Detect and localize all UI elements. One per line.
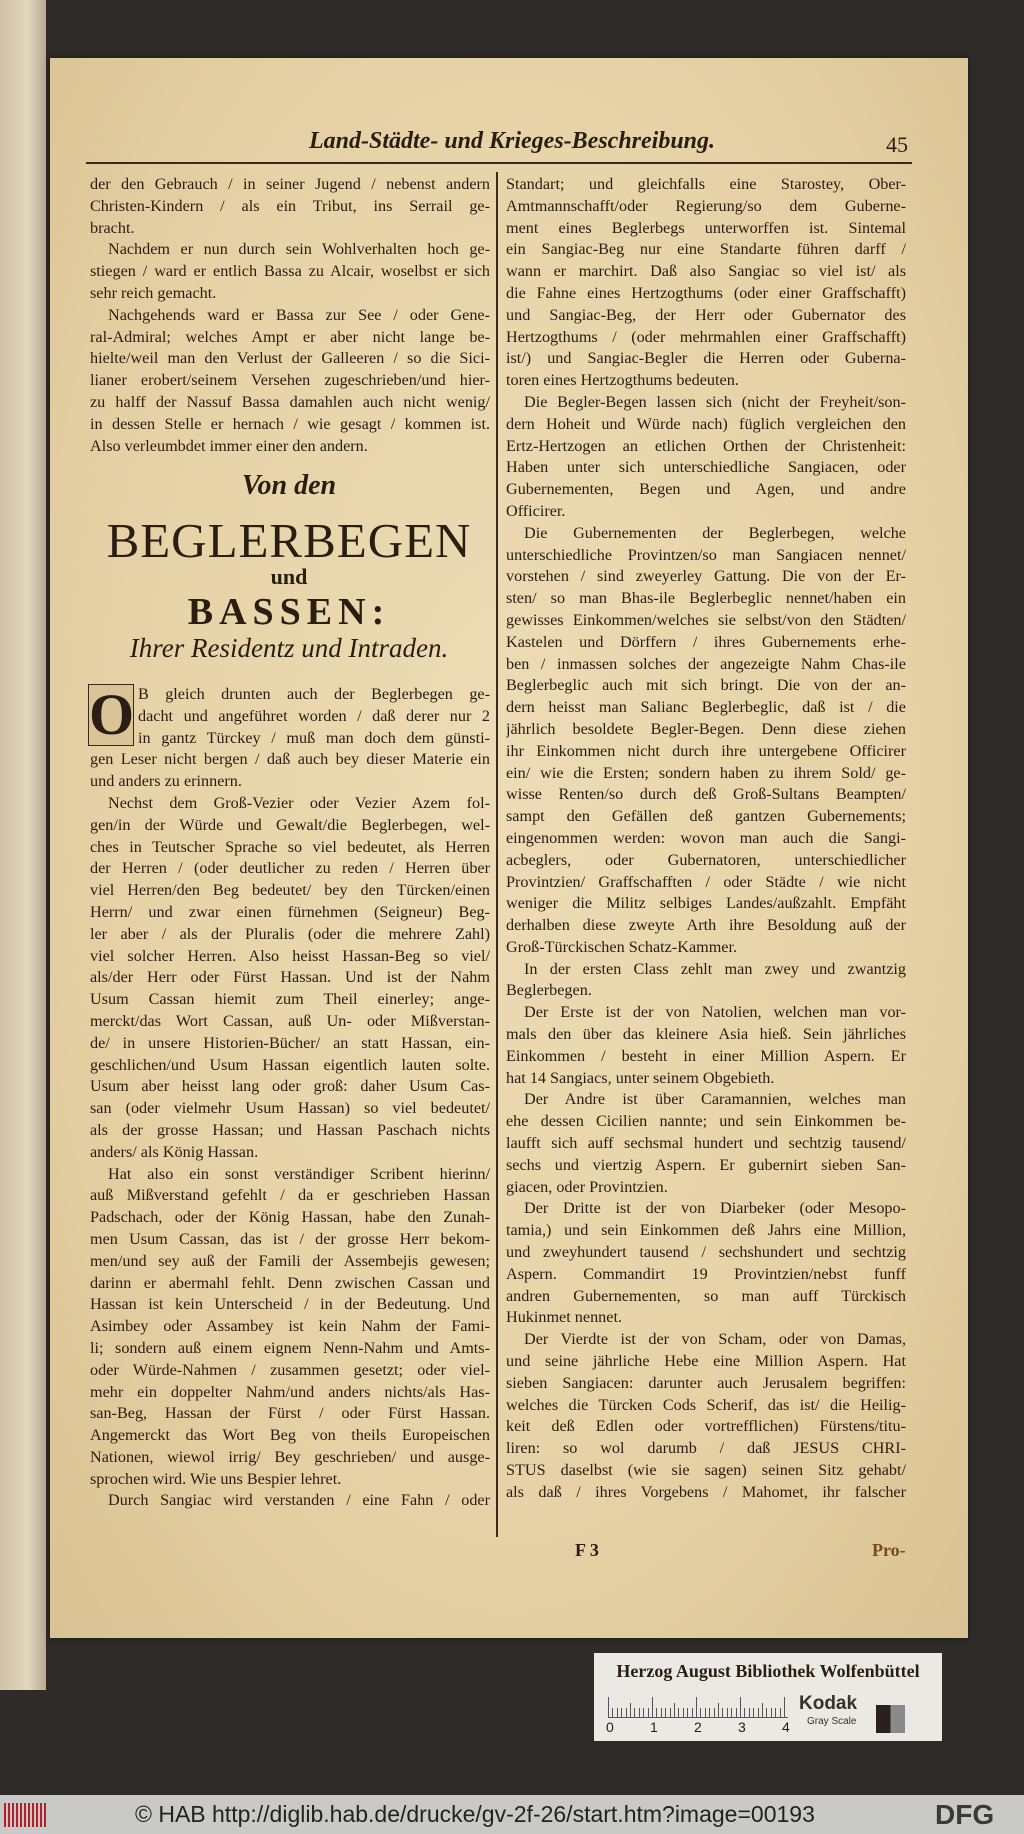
text-line: sten/ so man Bhas-ile Beglerbeglic nennet/haben ein: [506, 589, 906, 608]
text-line: Einkommen / besteht in einer Million Aspern. Er: [506, 1046, 906, 1065]
text-line: und anders zu erinnern.: [90, 772, 242, 791]
text-line: Gubernementen, Begen und Agen, und andre: [506, 480, 906, 499]
ruler-tick: [718, 1703, 719, 1717]
gray-scale-label: Gray Scale: [807, 1716, 857, 1727]
text-line: Padschach, oder der König Hassan, habe den Zunah-: [90, 1208, 490, 1227]
text-line: ler aber / als der Pluralis (oder die mehrere Zahl): [90, 924, 490, 943]
text-line: ches in Teutscher Sprache so viel bedeutet, als Herren: [90, 837, 490, 856]
ruler-number: 2: [694, 1719, 702, 1735]
text-line: Hassan ist kein Unterscheid / in der Bedeutung. Und: [90, 1295, 490, 1314]
text-line: Beglerbegen.: [506, 981, 592, 1000]
text-line: ein Sangiac-Beg nur eine Standarte führen darff /: [506, 240, 906, 259]
text-line: Amtmannschafft/oder Regierung/so dem Guberne-: [506, 196, 906, 215]
ruler-tick: [736, 1708, 737, 1717]
text-line: stiegen / ward er entlich Bassa zu Alcair, woselbst er sich: [90, 262, 490, 281]
ruler-tick: [612, 1708, 613, 1717]
ruler-tick: [665, 1708, 666, 1717]
text-line: in gantz Türckey / muß man doch dem günsti-: [138, 728, 490, 747]
text-line: wisse Renten/so durch deß Groß-Sultans Beampten/: [506, 785, 906, 804]
section-heading-von-den: Von den: [241, 470, 337, 501]
text-line: sechs und viertzig Aspern. Er gubernirt sieben San-: [506, 1155, 906, 1174]
text-line: Nationen, wiewol irrig/ Bey geschrieben/ und ausge-: [90, 1447, 490, 1466]
section-heading-und: und: [270, 564, 308, 589]
text-line: welches die Türcken Cods Scherif, das ist/ die Heilig-: [506, 1395, 906, 1414]
text-line: gewisses Einkommen/welches sie selbst/von den Städten/: [506, 610, 906, 629]
hab-logo-icon: [4, 1803, 48, 1827]
adjacent-page-edge: [0, 0, 46, 1690]
text-line: B gleich drunten auch der Beglerbegen ge-: [138, 685, 490, 703]
text-line: Nechst dem Groß-Vezier oder Vezier Azem fol-: [108, 793, 490, 812]
ruler-number: 0: [606, 1719, 614, 1735]
text-line: sehr reich gemacht.: [90, 283, 217, 302]
section-heading-bassen: BASSEN:: [187, 591, 391, 633]
ruler-tick: [678, 1708, 679, 1717]
dfg-logo: DFG: [935, 1799, 995, 1830]
text-line: auß Mißverstand gefehlt / da er geschrieben Hassan: [90, 1186, 490, 1205]
text-line: gen/in der Würde und Gewalt/die Beglerbegen, wel-: [90, 815, 490, 834]
text-line: ehe dessen Cicilien nannte; und sein Einkommen be-: [506, 1112, 906, 1131]
text-line: Hukinmet nennet.: [506, 1308, 622, 1327]
text-line: weniger die Militz selbiges Landes/außzahlt. Empfäht: [506, 894, 906, 913]
text-line: dern heisst man Salianc Beglerbeglic, daß ist / die: [506, 698, 906, 717]
text-line: Ertz-Hertzogen an etlichen Orthen der Christenheit:: [506, 436, 906, 455]
text-line: In der ersten Class zehlt man zwey und zwantzig: [524, 959, 906, 978]
ruler-tick: [634, 1708, 635, 1717]
ruler-tick: [687, 1708, 688, 1717]
text-line: sprochen wird. Wie uns Bespier lehret.: [90, 1469, 342, 1488]
text-line: Standart; und gleichfalls eine Starostey, Ober-: [506, 175, 906, 193]
decorative-initial: O: [89, 682, 135, 747]
text-line: mehr ein doppelter Nahm/und anders nichts/als Has-: [90, 1382, 490, 1401]
text-line: hielte/weil man den Verlust der Galleeren / so die Sici-: [90, 349, 490, 368]
ruler-tick: [696, 1697, 697, 1717]
text-line: die Fahne eines Hertzogthums (oder einer Graffschafft): [506, 283, 906, 302]
text-line: oder Würde-Nahmen / zusammen gesetzt; oder viel-: [90, 1360, 490, 1379]
text-line: ben / inmassen solches der angezeigte Nahm Chas-ile: [506, 654, 906, 673]
ruler-tick: [617, 1708, 618, 1717]
ruler-tick: [749, 1708, 750, 1717]
text-line: Angemerckt das Wort Beg von theils Europeischen: [90, 1426, 490, 1445]
text-line: vorstehen / sind zweyerley Gattung. Die von der Er-: [506, 567, 906, 586]
bottom-info-bar: [0, 1795, 1024, 1834]
ruler-tick: [630, 1703, 631, 1717]
text-line: darinn er abermahl fehlt. Denn zwischen Cassan und: [90, 1273, 490, 1292]
catchword: Pro-: [872, 1540, 906, 1560]
ruler-tick: [700, 1708, 701, 1717]
text-line: dacht und angeführet worden / daß derer nur 2: [138, 706, 490, 725]
section-subheading: Ihrer Residentz und Intraden.: [129, 633, 449, 663]
ruler-number: 1: [650, 1719, 658, 1735]
text-line: Herrn/ und zwar einen fürnehmen (Seigneur) Beg-: [90, 902, 490, 921]
ruler-number: 4: [782, 1719, 790, 1735]
kodak-logo: Kodak: [799, 1693, 858, 1714]
column-divider: [496, 172, 498, 1537]
section-heading-beglerbegen: BEGLERBEGEN: [106, 513, 472, 568]
text-line: andren Gubernementen, so man auff Türckisch: [506, 1286, 906, 1305]
text-line: tamia,) und sein Einkommen deß Jahrs eine Million,: [506, 1221, 906, 1240]
ruler-tick: [744, 1708, 745, 1717]
text-line: Kastelen und Dörffern / ihres Gubernements erhe-: [506, 632, 906, 651]
text-line: in dessen Stelle er hernach / wie gesagt / kommen ist.: [90, 414, 490, 433]
ruler-tick: [608, 1697, 609, 1717]
text-line: acbeglers, oder Gubernatoren, unterschiedlicher: [506, 850, 906, 869]
text-line: zu halff der Nassuf Bassa damahlen auch nicht wenig/: [90, 392, 490, 411]
text-line: viel solcher Herren. Also heisst Hassan-Beg so viel/: [90, 946, 490, 965]
ruler-tick: [722, 1708, 723, 1717]
text-line: keit deß Edlen oder vortrefflichen) Fürstens/titu-: [506, 1417, 906, 1436]
text-line: li; sondern auß einem eignem Nenn-Nahm und Amts-: [90, 1338, 490, 1357]
text-line: als/der Herr oder Fürst Hassan. Und ist der Nahm: [90, 968, 490, 987]
library-color-label: [594, 1653, 942, 1741]
text-line: Groß-Türckischen Schatz-Kammer.: [506, 937, 738, 956]
ruler-tick: [771, 1708, 772, 1717]
ruler-tick: [656, 1708, 657, 1717]
text-line: und zweyhundert tausend / sechshundert und sechtzig: [506, 1243, 906, 1262]
ruler-tick: [709, 1708, 710, 1717]
text-line: san-Beg, Hassan der Fürst / oder Fürst Hassan.: [90, 1404, 490, 1423]
text-line: toren eines Hertzogthums bedeuten.: [506, 371, 739, 390]
ruler-tick: [661, 1708, 662, 1717]
ruler-number: 3: [738, 1719, 746, 1735]
text-line: sieben Sangiacen: darunter auch Jerusalem begriffen:: [506, 1373, 906, 1392]
ruler-tick: [683, 1708, 684, 1717]
text-line: derhalben diese zweyte Arth ihre Besoldung auß der: [506, 916, 906, 935]
page-number: 45: [886, 132, 908, 157]
text-line: bracht.: [90, 218, 135, 237]
ruler-tick: [740, 1697, 741, 1717]
ruler-tick: [727, 1708, 728, 1717]
text-line: der den Gebrauch / in seiner Jugend / nebenst andern: [90, 175, 490, 193]
ruler-tick: [758, 1708, 759, 1717]
ruler-tick: [775, 1708, 776, 1717]
gray-scale-swatches: [876, 1705, 912, 1733]
text-line: jährlich besoldete Begler-Begen. Denn diese ziehen: [506, 719, 906, 738]
ruler-tick: [639, 1708, 640, 1717]
left-column-top: [90, 174, 490, 457]
text-line: Hertzogthums / (oder mehrmahlen einer Graffschafft): [506, 327, 906, 346]
text-line: liren: so wol darumb / daß JESUS CHRI-: [506, 1439, 906, 1458]
ruler-tick: [762, 1703, 763, 1717]
text-line: Durch Sangiac wird verstanden / eine Fahn / oder: [108, 1491, 490, 1510]
text-line: hat 14 Sangiacs, unter seinem Obgebieth.: [506, 1068, 775, 1087]
text-line: Aspern. Commandirt 19 Provintzien/nebst funff: [506, 1264, 906, 1283]
text-line: de/ in unsere Historien-Bücher/ an statt Hassan, ein-: [90, 1033, 490, 1052]
text-line: Also verleumbdet immer einer den andern.: [90, 436, 368, 455]
text-line: sampt den Gefällen deß gantzen Gubernements;: [506, 807, 906, 826]
ruler-tick: [652, 1697, 653, 1717]
library-name: Herzog August Bibliothek Wolfenbüttel: [616, 1661, 920, 1681]
text-line: Usum Cassan hiemit zum Theil einerley; ange-: [90, 990, 490, 1009]
ruler-tick: [674, 1703, 675, 1717]
text-line: Officirer.: [506, 501, 566, 520]
text-line: ist/) und Sangiac-Begler die Herren oder Guberna-: [506, 349, 906, 368]
signature-mark: F 3: [575, 1540, 599, 1560]
text-line: STUS daselbst (wie sie sagen) seinen Sitz gehabt/: [506, 1461, 906, 1480]
ruler-tick: [780, 1708, 781, 1717]
ruler-tick: [705, 1708, 706, 1717]
ruler-tick: [753, 1708, 754, 1717]
text-line: Hat also ein sonst verständiger Scribent hierinn/: [108, 1164, 490, 1183]
text-line: san (oder vielmehr Usum Hassan) so viel bedeutet/: [90, 1099, 490, 1118]
copyright-url: © HAB http://diglib.hab.de/drucke/gv-2f-26/start.htm?image=00193: [135, 1801, 815, 1827]
text-line: mals den über das kleinere Asia hieß. Sein jährliches: [506, 1025, 906, 1044]
text-line: ral-Admiral; welches Ampt er aber nicht lange be-: [90, 327, 490, 346]
ruler-tick: [714, 1708, 715, 1717]
text-line: eingenommen werden: wovon man auch die Sangi-: [506, 828, 906, 847]
text-line: Nachdem er nun durch sein Wohlverhalten hoch ge-: [108, 240, 490, 259]
text-line: men/und sey auß der Famili der Assembejis gewesen;: [90, 1251, 490, 1270]
text-line: anders/ als König Hassan.: [90, 1142, 259, 1161]
text-line: Der Andre ist über Caramannien, welches man: [524, 1090, 906, 1109]
text-line: Nachgehends ward er Bassa zur See / oder Gene-: [108, 305, 490, 324]
header-rule: [86, 162, 912, 164]
text-line: ment eines Beglerbegs unterworffen ist. Sintemal: [506, 218, 906, 237]
text-line: Die Gubernementen der Beglerbegen, welche: [524, 523, 906, 542]
text-line: Usum aber heisst lang oder groß: daher Usum Cas-: [90, 1077, 490, 1096]
text-line: geschlichen/und Usum Hassan eigentlich lauten solte.: [90, 1055, 490, 1074]
text-line: Der Vierdte ist der von Scham, oder von Damas,: [524, 1330, 906, 1349]
text-line: Der Dritte ist der von Diarbeker (oder Mesopo-: [524, 1199, 906, 1218]
running-header: Land-Städte- und Krieges-Beschreibung.: [308, 128, 716, 154]
text-line: Beglerbeglic auch mit sich bringt. Die von der an-: [506, 676, 906, 695]
text-line: Die Begler-Begen lassen sich (nicht der Freyheit/son-: [524, 392, 906, 411]
text-line: der Herren / (oder deutlicher zu reden / Herren über: [90, 859, 490, 878]
text-line: giacen, oder Provintzien.: [506, 1177, 668, 1196]
ruler-tick: [626, 1708, 627, 1717]
text-line: ein/ wie die Ersten; sondern haben zu ihrem Sold/ ge-: [506, 763, 906, 782]
text-line: Haben unter sich unterschiedliche Sangiacen, oder: [506, 458, 906, 477]
ruler-tick: [621, 1708, 622, 1717]
text-line: ihr Einkommen nicht durch ihre untergebene Officirer: [506, 741, 906, 760]
text-line: Asimbey oder Assambey ist kein Nahm der Fami-: [90, 1317, 490, 1336]
text-line: Christen-Kindern / als ein Tribut, ins Serrail ge-: [90, 196, 490, 215]
text-line: und seine jährliche Hebe eine Million Aspern. Hat: [506, 1352, 906, 1371]
text-line: als der grosse Hassan; und Hassan Paschach nichts: [90, 1120, 490, 1139]
left-column-bottom: [90, 684, 490, 1512]
text-line: viel Herren/den Beg bedeutet/ bey den Türcken/einen: [90, 881, 490, 900]
ruler-tick: [766, 1708, 767, 1717]
text-line: und Sangiac-Beg, der Herr oder Gubernator des: [506, 305, 906, 324]
right-column: [506, 174, 906, 1504]
text-line: als daß / ihres Vorgebens / Mahomet, ihr falscher: [506, 1482, 906, 1501]
text-line: dern Hoheit und Würde nach) füglich vergleichen den: [506, 414, 906, 433]
text-line: gen Leser nicht bergen / daß auch bey dieser Materie ein: [90, 750, 490, 769]
text-line: laufft sich auff sechsmal hundert und sechtzig tausend/: [506, 1134, 906, 1153]
ruler-tick: [692, 1708, 693, 1717]
text-line: unterschiedliche Provintzen/so man Sangiacen nennet/: [506, 545, 906, 564]
ruler-tick: [784, 1697, 785, 1717]
scale-ruler: [608, 1697, 788, 1718]
text-line: lianer erobert/seinem Versehen zugeschrieben/und hier-: [90, 371, 490, 390]
text-line: merckt/das Wort Cassan, auß Un- oder Mißverstan-: [90, 1011, 490, 1030]
text-line: men Usum Cassan, das ist / der grosse Herr bekom-: [90, 1229, 490, 1248]
text-line: Provintzien/ Graffschafften / oder Städte / wie nicht: [506, 872, 906, 891]
ruler-tick: [670, 1708, 671, 1717]
ruler-tick: [648, 1708, 649, 1717]
ruler-tick: [731, 1708, 732, 1717]
text-line: wann er marchirt. Daß also Sangiac so viel ist/ als: [506, 262, 906, 281]
ruler-tick: [643, 1708, 644, 1717]
text-line: Der Erste ist der von Natolien, welchen man vor-: [524, 1003, 906, 1022]
